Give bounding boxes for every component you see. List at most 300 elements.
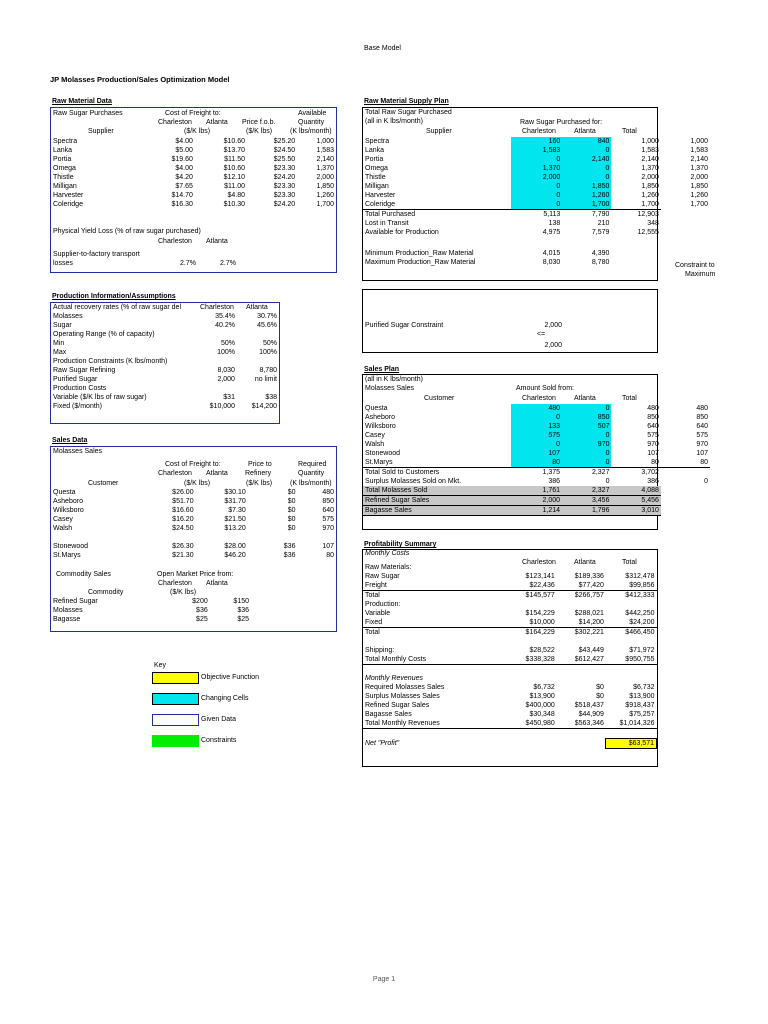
- table-row: [363, 563, 657, 572]
- table-cell: Questa: [53, 489, 76, 496]
- spacer: [363, 237, 710, 249]
- table-cell: 2,000: [690, 174, 708, 181]
- molasses-sales-label: Molasses Sales: [53, 448, 103, 455]
- table-cell: $0: [287, 516, 296, 523]
- key-swatch: [152, 672, 199, 684]
- table-cell: $154,229: [525, 610, 555, 617]
- table-row: [363, 237, 710, 249]
- table-row: [363, 506, 710, 516]
- table-cell: $16.30: [171, 201, 193, 208]
- table-cell: 1,370: [511, 164, 562, 173]
- table-cell: [557, 674, 606, 683]
- charleston-header: Charleston: [200, 304, 234, 311]
- table-cell: Production:: [365, 601, 401, 608]
- table-cell: 8,030: [217, 367, 235, 374]
- table-row: [51, 488, 336, 497]
- table-row: [363, 458, 710, 468]
- commodity-header: Commodity: [88, 589, 124, 596]
- table-cell: Coleridge: [365, 201, 395, 208]
- table-cell: Harvester: [365, 192, 396, 199]
- table-cell: Refined Sugar Sales: [365, 702, 430, 709]
- table-cell: 0: [562, 449, 611, 458]
- table-cell: Coleridge: [53, 201, 83, 208]
- table-cell: 970: [647, 441, 659, 448]
- price-header: Price f.o.b.: [242, 119, 276, 126]
- table-cell: $189,336: [574, 573, 604, 580]
- table-cell: 4,975: [542, 229, 561, 236]
- table-cell: [606, 637, 657, 646]
- table-row: [51, 155, 336, 164]
- supplier-header: Supplier: [88, 128, 114, 135]
- table-cell: Production Constraints (K lbs/month): [53, 358, 168, 365]
- table-cell: 1,850: [316, 183, 334, 190]
- table-cell: $25.50: [273, 156, 296, 163]
- atlanta-header: Atlanta: [206, 119, 228, 126]
- table-row: [363, 618, 657, 628]
- table-cell: $99,856: [629, 582, 655, 589]
- profit-table: [363, 563, 657, 749]
- table-cell: Available for Production: [365, 229, 439, 236]
- table-row: [363, 665, 657, 675]
- table-cell: Shipping:: [365, 647, 395, 654]
- table-cell: St.Marys: [53, 552, 81, 559]
- table-cell: Surplus Molasses Sales: [365, 693, 440, 700]
- table-row: [51, 606, 251, 615]
- table-cell: $412,333: [606, 591, 657, 601]
- model-title: JP Molasses Production/Sales Optimization Model: [50, 75, 230, 84]
- table-row: [363, 155, 710, 164]
- open-market-header: Open Market Price from:: [157, 571, 234, 578]
- table-cell: $0: [596, 684, 604, 691]
- table-row: [363, 729, 657, 739]
- table-cell: Purified Sugar: [53, 376, 98, 383]
- table-row: [363, 219, 710, 228]
- table-cell: $0: [287, 498, 296, 505]
- table-cell: $75,257: [629, 711, 655, 718]
- recovery-label: Actual recovery rates (% of raw sugar del: [53, 304, 181, 311]
- key-label: Objective Function: [201, 674, 259, 681]
- table-cell: [237, 357, 279, 366]
- supplier-header: Supplier: [426, 128, 452, 135]
- table-cell: Min: [53, 340, 65, 347]
- table-cell: $164,229: [505, 628, 557, 638]
- table-row: [51, 393, 279, 402]
- purified-value: 2,000: [544, 322, 562, 329]
- table-cell: 1,796: [562, 506, 611, 516]
- table-cell: 575: [322, 516, 334, 523]
- table-cell: Milligan: [53, 183, 77, 190]
- table-row: [51, 524, 336, 533]
- table-row: [363, 164, 710, 173]
- table-cell: 3,702: [611, 468, 660, 478]
- supply-plan-label: Total Raw Sugar Purchased: [365, 109, 452, 116]
- charleston-header: Charleston: [158, 470, 192, 477]
- table-cell: 480: [647, 405, 659, 412]
- table-cell: $24.20: [273, 174, 296, 181]
- table-cell: $10.30: [223, 201, 245, 208]
- table-cell: no limit: [254, 376, 277, 383]
- table-cell: Production Costs: [53, 385, 107, 392]
- table-cell: 0: [605, 478, 610, 485]
- table-cell: [363, 665, 505, 675]
- table-cell: 1,000: [641, 138, 659, 145]
- table-cell: [661, 210, 710, 220]
- table-cell: $10.60: [223, 138, 245, 145]
- unit-header: ($/K lbs): [246, 480, 273, 487]
- table-row: [51, 551, 336, 560]
- table-cell: Total Monthly Revenues: [363, 719, 505, 729]
- table-cell: 1,000: [690, 138, 708, 145]
- table-cell: $13.70: [223, 147, 245, 154]
- table-cell: 0: [562, 404, 611, 413]
- table-cell: 0: [562, 431, 611, 440]
- table-cell: 575: [511, 431, 562, 440]
- table-cell: [611, 249, 660, 258]
- table-cell: 0: [704, 478, 708, 485]
- table-cell: 640: [322, 507, 334, 514]
- table-cell: 8,780: [591, 259, 610, 266]
- table-cell: $24.20: [273, 201, 296, 208]
- table-row: [363, 137, 710, 146]
- table-cell: 160: [511, 137, 562, 146]
- table-cell: Casey: [365, 432, 385, 439]
- table-cell: [661, 228, 710, 237]
- page-title: Base Model: [364, 45, 401, 52]
- table-cell: $4.80: [227, 192, 245, 199]
- key-label: Changing Cells: [201, 695, 249, 702]
- table-cell: 50%: [262, 340, 277, 347]
- table-cell: $23.30: [273, 165, 296, 172]
- total-header: Total: [622, 559, 637, 566]
- table-cell: Variable: [365, 610, 391, 617]
- table-cell: Variable ($/K lbs of raw sugar): [53, 394, 147, 401]
- table-cell: Milligan: [365, 183, 389, 190]
- table-cell: 0: [511, 200, 562, 210]
- table-cell: 1,583: [316, 147, 334, 154]
- table-cell: $16.60: [172, 507, 194, 514]
- table-row: [363, 413, 710, 422]
- table-cell: $302,221: [557, 628, 606, 638]
- table-cell: 1,850: [690, 183, 708, 190]
- table-cell: $46.20: [224, 552, 246, 559]
- charleston-header: Charleston: [522, 395, 556, 402]
- table-cell: 507: [562, 422, 611, 431]
- key-label: Given Data: [201, 716, 237, 723]
- table-cell: $518,437: [574, 702, 604, 709]
- table-cell: $400,000: [525, 702, 555, 709]
- table-cell: $22,436: [529, 582, 555, 589]
- table-cell: 0: [562, 146, 611, 155]
- table-cell: $563,346: [557, 719, 606, 729]
- table-cell: $14,200: [251, 403, 277, 410]
- constraint-label: Constraint to: [675, 262, 715, 269]
- table-cell: $288,021: [574, 610, 604, 617]
- table-cell: [557, 637, 606, 646]
- purified-symbol: <=: [536, 331, 546, 338]
- commodity-table: [51, 597, 251, 624]
- table-cell: 5,456: [611, 496, 660, 506]
- table-cell: Total Sold to Customers: [363, 468, 511, 478]
- table-cell: $7.65: [175, 183, 193, 190]
- spacer: [51, 533, 336, 542]
- table-cell: St.Marys: [365, 459, 393, 466]
- table-cell: $0: [287, 525, 296, 532]
- table-cell: 2,000: [511, 496, 562, 506]
- sales-plan-units: (all in K lbs/month): [365, 376, 423, 383]
- table-cell: Raw Sugar Refining: [53, 367, 116, 374]
- table-cell: $13,900: [629, 693, 655, 700]
- table-cell: [363, 637, 505, 646]
- table-cell: $43,449: [578, 647, 604, 654]
- table-row: [363, 440, 710, 449]
- table-cell: Portia: [53, 156, 72, 163]
- table-cell: $11.00: [224, 183, 245, 190]
- table-cell: Fixed: [365, 619, 383, 626]
- table-cell: $23.30: [273, 192, 296, 199]
- sales-plan-title: Sales Plan: [364, 366, 400, 373]
- table-cell: 0: [562, 164, 611, 173]
- table-cell: 80: [651, 459, 659, 466]
- table-row: [363, 182, 710, 191]
- table-cell: 2,140: [562, 155, 611, 164]
- table-row: [363, 600, 657, 609]
- table-cell: 970: [322, 525, 334, 532]
- table-cell: 1,260: [690, 192, 708, 199]
- table-row: [363, 431, 710, 440]
- table-row: [51, 348, 279, 357]
- table-cell: Asheboro: [365, 414, 395, 421]
- table-cell: 0: [511, 182, 562, 191]
- table-cell: $312,478: [625, 573, 655, 580]
- table-cell: Refined Sugar: [53, 598, 98, 605]
- table-cell: 480: [322, 489, 334, 496]
- table-cell: 386: [548, 478, 561, 485]
- purified-constraint-label: Purified Sugar Constraint: [365, 322, 444, 329]
- amount-sold-header: Amount Sold from:: [516, 385, 574, 392]
- table-cell: Total: [363, 628, 505, 638]
- table-cell: 1,761: [511, 486, 562, 496]
- table-cell: 7,790: [562, 210, 611, 220]
- table-cell: $7.30: [228, 507, 246, 514]
- table-cell: [557, 600, 606, 609]
- table-cell: 5,113: [511, 210, 562, 220]
- table-cell: 1,700: [641, 201, 659, 208]
- table-row: [51, 191, 336, 200]
- table-row: [363, 674, 657, 683]
- yield-label: Supplier-to-factory transport: [53, 251, 140, 258]
- table-cell: Operating Range (% of capacity): [53, 331, 155, 338]
- table-cell: $38: [265, 394, 277, 401]
- table-row: [363, 258, 710, 267]
- table-cell: $25: [196, 616, 208, 623]
- table-cell: $13.20: [224, 525, 246, 532]
- table-cell: Fixed ($/month): [53, 403, 103, 410]
- supply-plan-title: Raw Material Supply Plan: [364, 98, 449, 105]
- atlanta-header: Atlanta: [206, 238, 228, 245]
- charleston-header: Charleston: [158, 238, 192, 245]
- table-row: [363, 486, 710, 496]
- unit-header: ($/K lbs): [184, 480, 211, 487]
- table-cell: $4.00: [175, 138, 193, 145]
- table-cell: 3,010: [611, 506, 660, 516]
- table-cell: $612,427: [557, 655, 606, 665]
- total-header: Total: [622, 395, 637, 402]
- table-row: [51, 339, 279, 348]
- table-cell: [661, 486, 710, 496]
- table-cell: 0: [511, 155, 562, 164]
- table-cell: 575: [647, 432, 659, 439]
- cost-of-freight-header: Cost of Freight to:: [165, 110, 221, 117]
- table-cell: 1,214: [511, 506, 562, 516]
- profit-title: Profitability Summary: [364, 541, 437, 548]
- table-cell: 850: [696, 414, 708, 421]
- table-cell: $24.50: [273, 147, 296, 154]
- table-row: [363, 655, 657, 665]
- table-cell: Lanka: [53, 147, 73, 154]
- page-footer: Page 1: [372, 976, 396, 983]
- table-cell: 1,700: [316, 201, 334, 208]
- table-cell: Wilksboro: [53, 507, 84, 514]
- table-cell: 80: [700, 459, 708, 466]
- table-cell: $14.70: [171, 192, 193, 199]
- table-cell: [606, 665, 657, 675]
- table-cell: $1,014,326: [606, 719, 657, 729]
- table-cell: Walsh: [365, 441, 385, 448]
- table-cell: [363, 729, 505, 739]
- table-cell: Freight: [365, 582, 387, 589]
- table-cell: 480: [511, 404, 562, 413]
- table-cell: 850: [322, 498, 334, 505]
- yield-value: 2.7%: [220, 260, 236, 267]
- table-cell: [237, 384, 279, 393]
- table-row: [51, 542, 336, 551]
- table-row: [363, 496, 710, 506]
- table-cell: 386: [647, 478, 659, 485]
- table-cell: 138: [548, 220, 561, 227]
- key-swatch: [152, 693, 199, 705]
- table-cell: $23.30: [273, 183, 296, 190]
- table-row: [51, 182, 336, 191]
- table-cell: 2,327: [562, 486, 611, 496]
- table-row: [51, 384, 279, 393]
- table-cell: 2,140: [316, 156, 334, 163]
- table-cell: [192, 357, 237, 366]
- yield-label: losses: [53, 260, 73, 267]
- table-row: [363, 468, 710, 478]
- refinery-header: Refinery: [245, 470, 272, 477]
- table-row: [363, 449, 710, 458]
- table-cell: 80: [326, 552, 334, 559]
- table-cell: Refined Sugar Sales: [363, 496, 511, 506]
- table-cell: $26.00: [172, 489, 194, 496]
- table-cell: Max: [53, 349, 67, 356]
- table-row: [51, 615, 251, 624]
- price-to-header: Price to: [248, 461, 272, 468]
- raw-material-title: Raw Material Data: [52, 98, 112, 105]
- table-cell: $6,732: [533, 684, 555, 691]
- table-cell: [557, 739, 606, 749]
- table-cell: [557, 729, 606, 739]
- table-cell: 1,000: [316, 138, 334, 145]
- table-cell: 12,555: [637, 229, 659, 236]
- required-header: Required: [298, 461, 327, 468]
- table-cell: Casey: [53, 516, 73, 523]
- table-cell: Lanka: [365, 147, 385, 154]
- atlanta-header: Atlanta: [574, 559, 596, 566]
- table-cell: Surplus Molasses Sold on Mkt.: [365, 478, 462, 485]
- table-row: [363, 404, 710, 413]
- table-row: [51, 146, 336, 155]
- monthly-costs-label: Monthly Costs: [365, 550, 410, 557]
- raw-sugar-purchases-label: Raw Sugar Purchases: [53, 110, 123, 117]
- table-cell: $26.30: [172, 543, 194, 550]
- table-row: [51, 375, 279, 384]
- table-cell: Total Molasses Sold: [363, 486, 511, 496]
- table-cell: 30.7%: [257, 313, 277, 320]
- table-cell: Molasses: [53, 607, 83, 614]
- table-row: [51, 357, 279, 366]
- table-cell: Wilksboro: [365, 423, 396, 430]
- table-cell: Monthly Revenues: [365, 675, 423, 682]
- table-cell: 107: [647, 450, 659, 457]
- table-row: [363, 210, 710, 220]
- table-row: [363, 683, 657, 692]
- sales-title: Sales Data: [52, 437, 88, 444]
- net-profit-value: $63,571: [606, 739, 657, 749]
- table-cell: [611, 258, 660, 267]
- table-cell: 640: [647, 423, 659, 430]
- table-cell: $123,141: [525, 573, 555, 580]
- table-row: [51, 164, 336, 173]
- available-header: Available: [298, 110, 327, 117]
- table-cell: 2,000: [316, 174, 334, 181]
- table-row: [51, 533, 336, 542]
- table-cell: 1,583: [690, 147, 708, 154]
- table-cell: $36: [196, 607, 208, 614]
- table-cell: [557, 563, 606, 572]
- table-row: [363, 581, 657, 591]
- table-cell: 2,140: [641, 156, 659, 163]
- table-cell: [505, 665, 557, 675]
- table-cell: [237, 330, 279, 339]
- table-cell: Lost in Transit: [365, 220, 409, 227]
- table-cell: [505, 637, 557, 646]
- table-cell: 840: [562, 137, 611, 146]
- table-cell: Bagasse Sales: [365, 711, 412, 718]
- table-cell: [606, 600, 657, 609]
- table-cell: $10,000: [529, 619, 555, 626]
- raw-material-table: [51, 137, 336, 209]
- sales-table: [51, 488, 336, 560]
- table-cell: 4,390: [591, 250, 610, 257]
- table-cell: [505, 729, 557, 739]
- table-cell: Raw Materials:: [365, 564, 412, 571]
- quantity-header: Quantity: [298, 119, 325, 126]
- customer-header: Customer: [424, 395, 455, 402]
- charleston-header: Charleston: [522, 128, 556, 135]
- table-cell: 0: [511, 440, 562, 449]
- table-cell: $71,972: [629, 647, 655, 654]
- table-row: [51, 515, 336, 524]
- table-cell: 348: [647, 220, 659, 227]
- table-row: [51, 137, 336, 146]
- table-cell: Required Molasses Sales: [365, 684, 445, 691]
- customer-header: Customer: [88, 480, 119, 487]
- purchased-for-header: Raw Sugar Purchased for:: [520, 119, 603, 126]
- table-cell: 1,583: [641, 147, 659, 154]
- table-cell: 8,780: [259, 367, 277, 374]
- table-cell: 970: [562, 440, 611, 449]
